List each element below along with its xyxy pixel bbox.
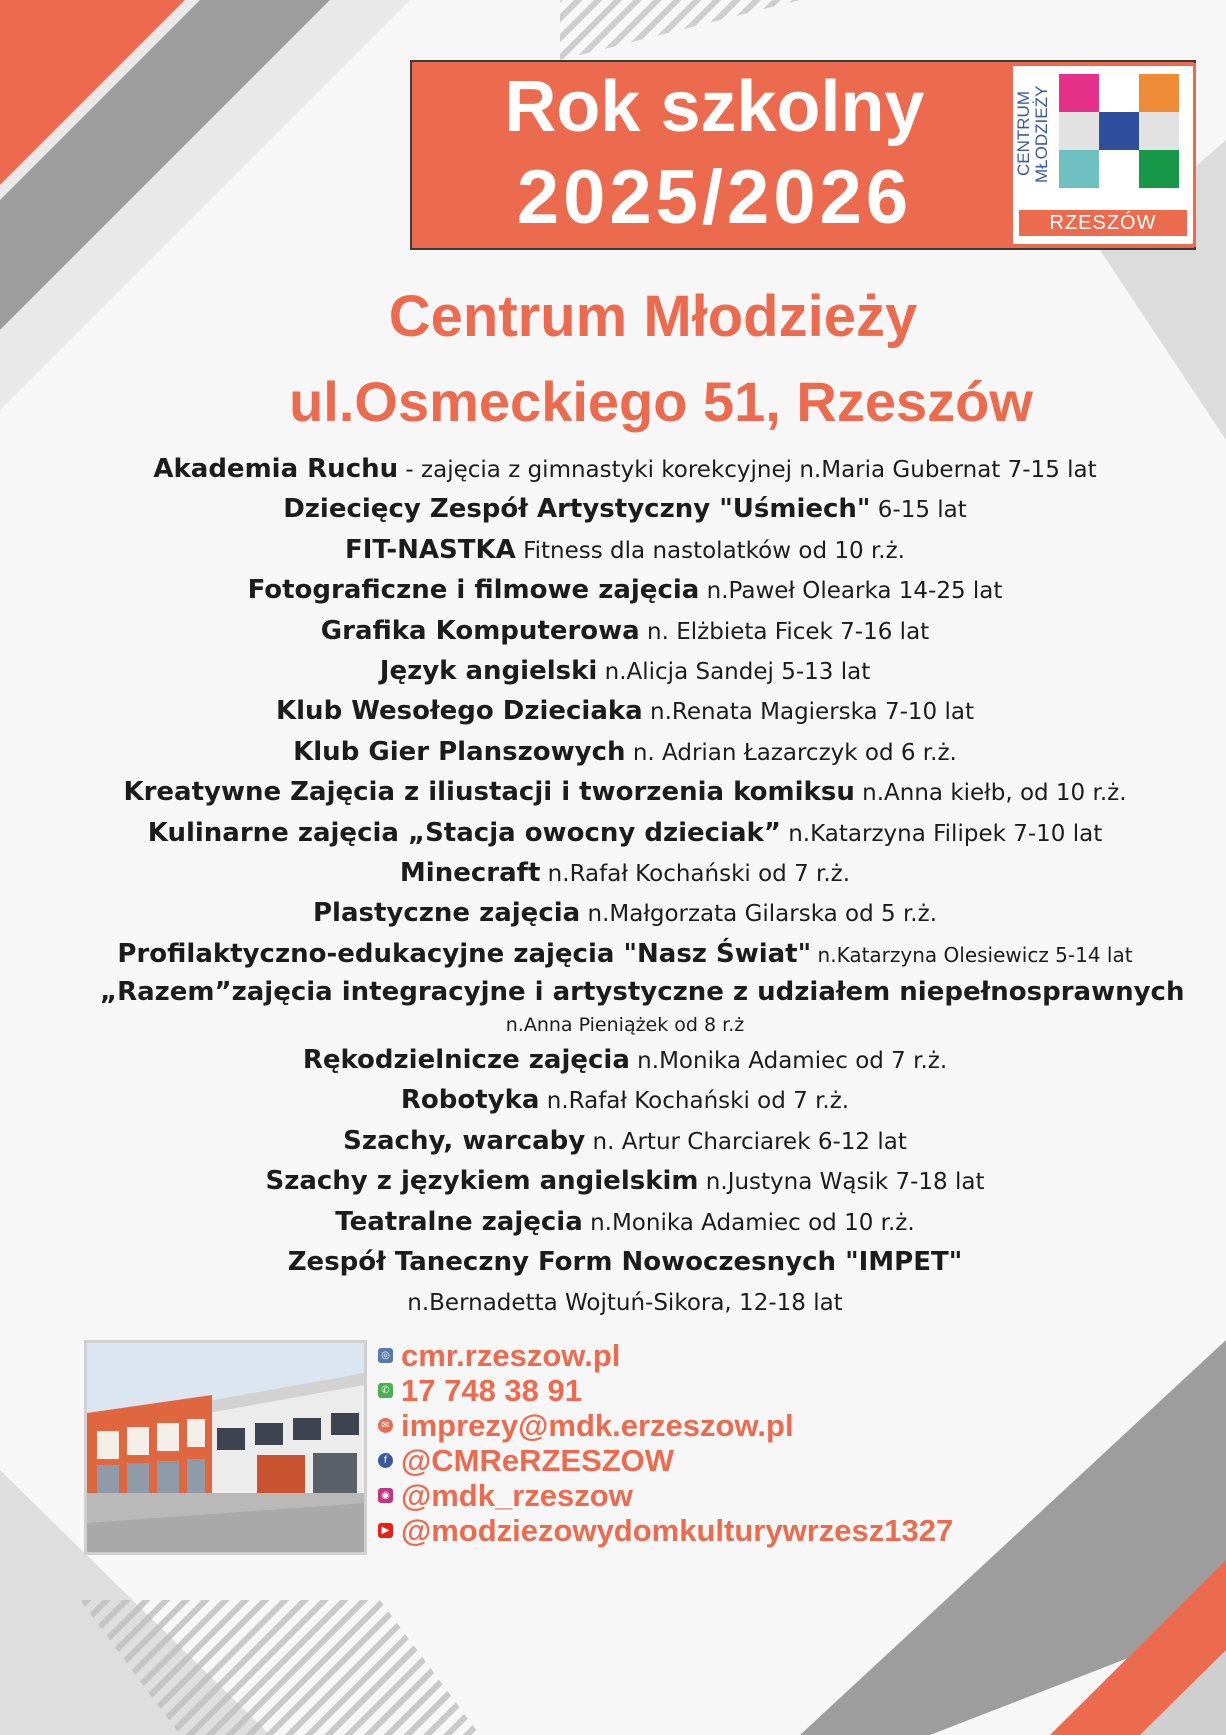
- list-item: [100, 974, 1185, 1010]
- activity-details: 6-15 lat: [870, 497, 967, 524]
- activity-details: Fitness dla nastolatków od 10 r.ż.: [515, 537, 905, 564]
- logo-square-blue: [1099, 112, 1139, 150]
- activity-name: Szachy z językiem angielskim: [265, 1166, 699, 1197]
- contacts-list: [378, 1338, 953, 1548]
- list-item: [100, 691, 1150, 731]
- activity-details: n.Monika Adamiec od 7 r.ż.: [629, 1048, 948, 1075]
- activity-details: n. Artur Charciarek 6-12 lat: [585, 1128, 907, 1155]
- contact-youtube: [378, 1513, 953, 1548]
- activity-name: Grafika Komputerowa: [320, 615, 640, 646]
- youtube-icon: ▶: [378, 1523, 393, 1538]
- activity-details: n.Katarzyna Filipek 7-10 lat: [780, 820, 1103, 847]
- list-item: [100, 1282, 1150, 1320]
- contact-facebook: [378, 1443, 953, 1478]
- list-item: [100, 1010, 1150, 1040]
- list-item: [100, 530, 1150, 570]
- list-item: [100, 651, 1150, 691]
- activity-details: n.Katarzyna Olesiewicz 5-14 lat: [811, 942, 1133, 967]
- web-icon: ◎: [378, 1348, 393, 1363]
- activity-details: n.Anna Pieniążek od 8 r.ż: [505, 1014, 745, 1037]
- activity-name: Plastyczne zajęcia: [312, 898, 581, 929]
- list-item: [100, 611, 1150, 651]
- list-item: [100, 732, 1150, 772]
- list-item: [100, 1121, 1150, 1161]
- activity-name: Minecraft: [399, 857, 541, 888]
- list-item: [100, 813, 1150, 853]
- logo-square-white: [1099, 150, 1139, 188]
- activity-name: Język angielski: [379, 655, 598, 686]
- school-year-label: Rok szkolny: [504, 67, 925, 147]
- list-item: [100, 893, 1150, 933]
- activity-details: - zajęcia z gimnastyki korekcyjnej n.Maria Gubernat 7-15 lat: [398, 457, 1097, 483]
- facebook-link[interactable]: @CMReRZESZOW: [401, 1442, 675, 1478]
- logo-square-green: [1139, 150, 1179, 188]
- activities-list: [100, 449, 1185, 1320]
- logo: [1010, 63, 1196, 247]
- activity-name: Klub Wesołego Dzieciaka: [276, 696, 643, 727]
- list-item: [100, 853, 1150, 893]
- activity-details: n.Paweł Olearka 14-25 lat: [699, 578, 1003, 605]
- instagram-icon: ◉: [378, 1488, 393, 1503]
- activity-name: Szachy, warcaby: [343, 1125, 586, 1156]
- activity-name: Dziecięcy Zespół Artystyczny "Uśmiech": [283, 494, 871, 525]
- activity-name: „Razem”zajęcia integracyjne i artystyczne z udziałem niepełnosprawnych: [100, 977, 1185, 1008]
- logo-square-light-gray-2: [1139, 112, 1179, 150]
- facebook-icon: f: [378, 1453, 393, 1468]
- address: ul.Osmeckiego 51, Rzeszów: [289, 370, 1033, 433]
- phone-icon: ✆: [378, 1383, 393, 1398]
- activity-name: Teatralne zajęcia: [335, 1206, 583, 1237]
- website-link[interactable]: cmr.rzeszow.pl: [401, 1337, 621, 1373]
- header-banner: [410, 60, 1196, 250]
- activity-details: n.Bernadetta Wojtuń-Sikora, 12-18 lat: [407, 1290, 843, 1317]
- logo-text: CENTRUM MŁODZIEŻY: [1014, 85, 1051, 183]
- list-item: [100, 1080, 1150, 1120]
- activity-name: Zespół Taneczny Form Nowoczesnych "IMPET": [287, 1247, 963, 1278]
- email-link[interactable]: imprezy@mdk.erzeszow.pl: [401, 1407, 794, 1443]
- activity-name: Fotograficzne i filmowe zajęcia: [247, 575, 700, 606]
- list-item: [100, 489, 1150, 529]
- list-item: [100, 1242, 1150, 1282]
- list-item: [100, 772, 1150, 812]
- logo-square-teal: [1059, 150, 1099, 188]
- logo-square-magenta: [1059, 74, 1099, 112]
- contact-email: [378, 1408, 953, 1443]
- activity-details: n.Rafał Kochański od 7 r.ż.: [540, 860, 851, 887]
- youtube-link[interactable]: @modziezowydomkulturywrzesz1327: [401, 1512, 954, 1548]
- activity-details: n. Elżbieta Ficek 7-16 lat: [639, 618, 930, 645]
- list-item: [100, 1161, 1150, 1201]
- activity-name: Kulinarne zajęcia „Stacja owocny dzieciak”: [147, 817, 781, 848]
- list-item: [100, 1040, 1150, 1080]
- contact-phone: [378, 1373, 953, 1408]
- page-title: Centrum Młodzieży: [388, 284, 918, 349]
- list-item: [100, 934, 1150, 974]
- activity-name: Kreatywne Zajęcia z iliustacji i tworzenia komiksu: [123, 777, 855, 808]
- activity-details: n.Monika Adamiec od 10 r.ż.: [582, 1209, 915, 1236]
- contact-website: [378, 1338, 953, 1373]
- activity-name: FIT-NASTKA: [345, 534, 516, 565]
- activity-details: n.Rafał Kochański od 7 r.ż.: [539, 1088, 850, 1115]
- list-item: [100, 1202, 1150, 1242]
- list-item: [100, 449, 1150, 489]
- activity-details: n. Adrian Łazarczyk od 6 r.ż.: [625, 739, 957, 766]
- logo-square-orange: [1139, 74, 1179, 112]
- activity-name: Klub Gier Planszowych: [293, 736, 626, 767]
- logo-square-light-gray: [1099, 74, 1139, 112]
- activity-details: n.Małgorzata Gilarska od 5 r.ż.: [580, 901, 938, 928]
- phone-number[interactable]: 17 748 38 91: [401, 1372, 583, 1408]
- activity-name: Profilaktyczno-edukacyjne zajęcia "Nasz Świat": [117, 938, 812, 969]
- logo-city: RZESZÓW: [1019, 210, 1187, 236]
- activity-details: n.Alicja Sandej 5-13 lat: [597, 658, 871, 685]
- contact-instagram: [378, 1478, 953, 1513]
- building-illustration: [87, 1343, 364, 1552]
- instagram-link[interactable]: @mdk_rzeszow: [401, 1477, 633, 1513]
- activity-details: n.Anna kiełb, od 10 r.ż.: [854, 780, 1127, 807]
- building-photo: [84, 1340, 367, 1555]
- activity-name: Rękodzielnicze zajęcia: [302, 1045, 630, 1076]
- list-item: [100, 570, 1150, 610]
- logo-square-gray: [1059, 112, 1099, 150]
- activity-name: Robotyka: [400, 1085, 540, 1116]
- email-icon: ✉: [378, 1418, 393, 1433]
- activity-details: n.Renata Magierska 7-10 lat: [642, 699, 974, 726]
- activity-details: n.Justyna Wąsik 7-18 lat: [698, 1169, 985, 1196]
- school-year-value: 2025/2026: [516, 155, 913, 240]
- activity-name: Akademia Ruchu: [153, 454, 399, 484]
